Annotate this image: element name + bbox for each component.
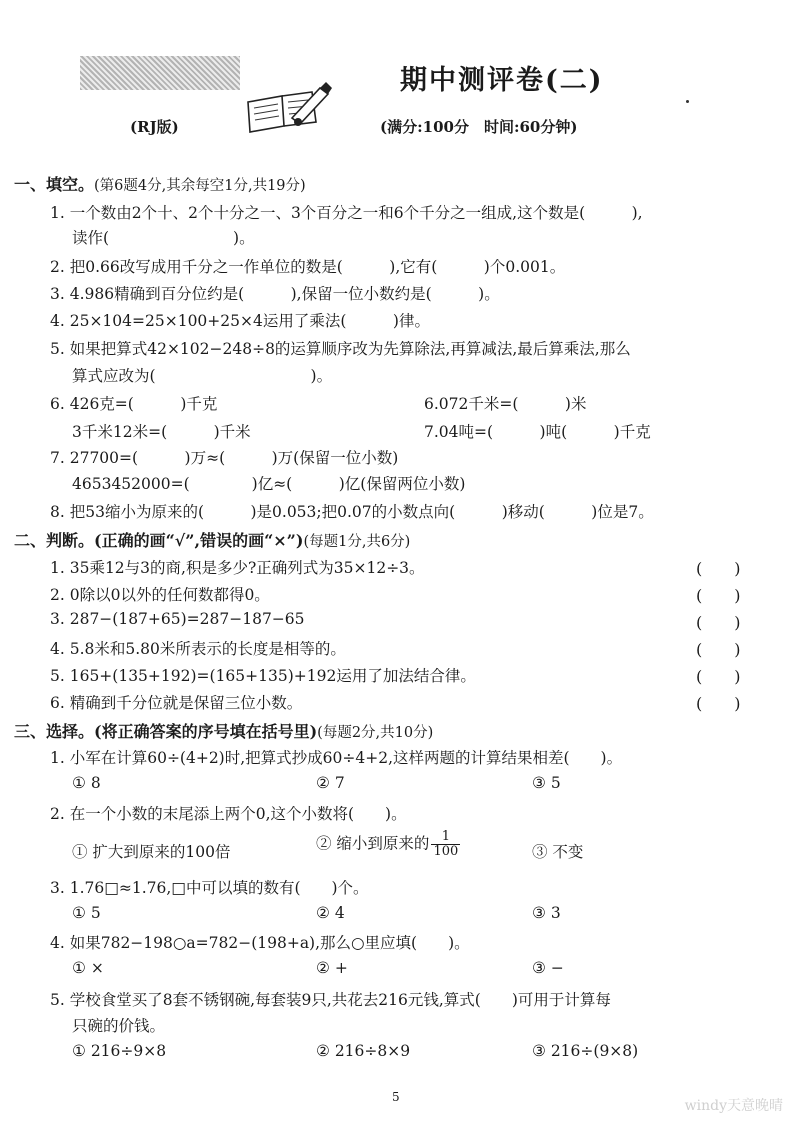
s3-q4: 4. 如果782−198○a=782−(198+a),那么○里应填( )。 [50, 934, 470, 952]
s3-q2-option-2-text: ② 缩小到原来的 [316, 834, 430, 853]
s3-q2-option-2 [316, 830, 460, 859]
s1-q6-b: 6.072千米=( )米 [424, 395, 587, 413]
s2-answer-paren-5: ( ) [696, 667, 741, 686]
s2-answer-paren-6: ( ) [696, 694, 741, 713]
s3-q1-option-3: ③ 5 [532, 774, 561, 792]
s1-q6-a: 6. 426克=( )千克 [50, 395, 218, 413]
s1-q2: 2. 把0.66改写成用千分之一作单位的数是( ),它有( )个0.001。 [50, 258, 566, 276]
section-3-note: (每题2分,共10分) [317, 725, 434, 741]
s1-q5-line2: 算式应改为( )。 [72, 367, 333, 385]
section-3-heading [14, 719, 433, 742]
s3-q1: 1. 小军在计算60÷(4+2)时,把算式抄成60÷4+2,这样两题的计算结果相差( )。 [50, 749, 623, 767]
s2-item-6: 6. 精确到千分位就是保留三位小数。 [50, 694, 303, 712]
fraction-numerator: 1 [431, 830, 460, 845]
s1-q8: 8. 把53缩小为原来的( )是0.053;把0.07的小数点向( )移动( )位是7。 [50, 503, 654, 521]
s3-q2-option-1: ① 扩大到原来的100倍 [72, 843, 231, 861]
s3-q2-option-3: ③ 不变 [532, 843, 584, 861]
s1-q1-line1: 1. 一个数由2个十、2个十分之一、3个百分之一和6个千分之一组成,这个数是( ), [50, 204, 643, 222]
fraction-denominator: 100 [433, 844, 459, 859]
page-number: 5 [392, 1090, 400, 1104]
section-1-title: 一、填空。 [14, 175, 95, 194]
s2-item-3: 3. 287−(187+65)=287−187−65 [50, 610, 305, 628]
fraction [431, 830, 460, 859]
section-2-title: 二、判断。(正确的画“√”,错误的画“×”) [14, 531, 304, 550]
s3-q4-option-1: ① × [72, 959, 104, 977]
s3-q5-option-2: ② 216÷8×9 [316, 1042, 411, 1060]
s3-q3-option-1: ① 5 [72, 904, 101, 922]
s3-q4-option-3: ③ − [532, 959, 564, 977]
stamp-texture [80, 56, 240, 90]
s2-answer-paren-1: ( ) [696, 559, 741, 578]
s3-q3: 3. 1.76□≈1.76,□中可以填的数有( )个。 [50, 879, 369, 897]
section-1-heading [14, 172, 306, 195]
s2-item-5: 5. 165+(135+192)=(165+135)+192运用了加法结合律。 [50, 667, 476, 685]
page-title: 期中测评卷(二) [400, 65, 604, 96]
book-logo-icon [242, 82, 334, 140]
s3-q5-option-1: ① 216÷9×8 [72, 1042, 167, 1060]
s1-q1-line2: 读作( )。 [72, 229, 255, 247]
s1-q7-line1: 7. 27700=( )万≈( )万(保留一位小数) [50, 449, 399, 467]
edition-label: (RJ版) [130, 118, 179, 136]
s3-q5-option-3: ③ 216÷(9×8) [532, 1042, 639, 1060]
s3-q1-option-1: ① 8 [72, 774, 101, 792]
s3-q3-option-2: ② 4 [316, 904, 345, 922]
s2-answer-paren-2: ( ) [696, 586, 741, 605]
s2-item-4: 4. 5.8米和5.80米所表示的长度是相等的。 [50, 640, 346, 658]
s1-q6-d: 7.04吨=( )吨( )千克 [424, 423, 651, 441]
s1-q6-c: 3千米12米=( )千米 [72, 423, 251, 441]
section-1-note: (第6题4分,其余每空1分,共19分) [94, 178, 306, 194]
speck [686, 100, 689, 103]
s3-q5-line1: 5. 学校食堂买了8套不锈钢碗,每套装9只,共花去216元钱,算式( )可用于计算每 [50, 991, 611, 1009]
s3-q5-line2: 只碗的价钱。 [72, 1017, 166, 1035]
section-2-heading [14, 528, 410, 551]
s2-answer-paren-3: ( ) [696, 613, 741, 632]
s2-item-1: 1. 35乘12与3的商,积是多少?正确列式为35×12÷3。 [50, 559, 425, 577]
s3-q4-option-2: ② + [316, 959, 348, 977]
s2-answer-paren-4: ( ) [696, 640, 741, 659]
s3-q3-option-3: ③ 3 [532, 904, 561, 922]
section-3-title: 三、选择。(将正确答案的序号填在括号里) [14, 722, 318, 741]
watermark: windy天意晚晴 [684, 1098, 783, 1114]
s3-q2: 2. 在一个小数的末尾添上两个0,这个小数将( )。 [50, 805, 407, 823]
s3-q1-option-2: ② 7 [316, 774, 345, 792]
score-time-info: (满分:100分 时间:60分钟) [380, 118, 578, 136]
s1-q3: 3. 4.986精确到百分位约是( ),保留一位小数约是( )。 [50, 285, 500, 303]
section-2-note: (每题1分,共6分) [303, 534, 411, 550]
s1-q4: 4. 25×104=25×100+25×4运用了乘法( )律。 [50, 312, 430, 330]
s1-q5-line1: 5. 如果把算式42×102−248÷8的运算顺序改为先算除法,再算减法,最后算乘法,那么 [50, 340, 631, 358]
s2-item-2: 2. 0除以0以外的任何数都得0。 [50, 586, 270, 604]
s1-q7-line2: 4653452000=( )亿≈( )亿(保留两位小数) [72, 475, 466, 493]
